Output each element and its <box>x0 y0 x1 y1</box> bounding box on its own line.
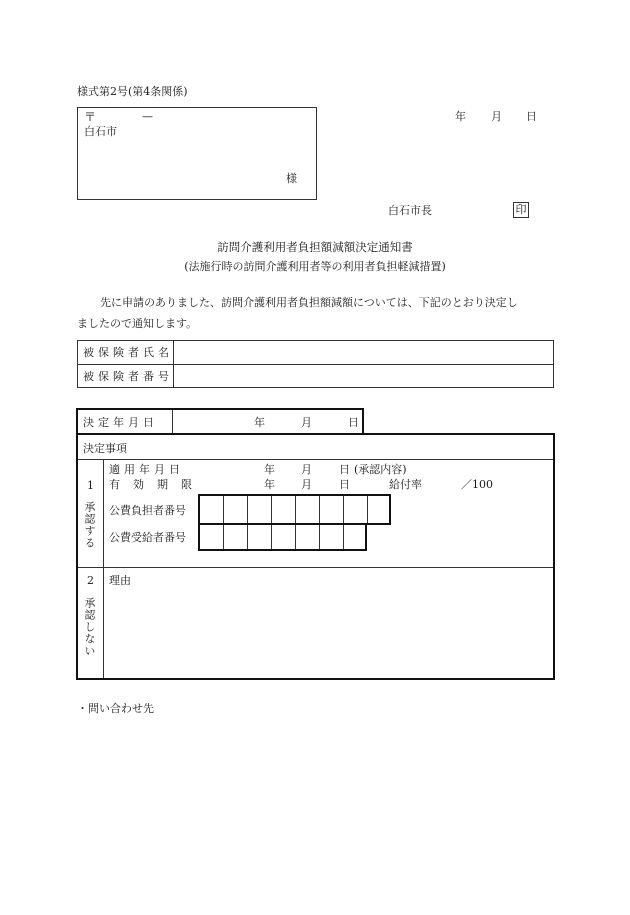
payer-number-grid[interactable] <box>198 494 391 525</box>
addressee-honorific: 様 <box>286 172 297 185</box>
seal-mark: 印 <box>513 202 529 218</box>
date-year: 年 <box>455 110 466 123</box>
benefit-rate-value: ／100 <box>461 478 493 491</box>
applied-month: 月 <box>301 463 312 476</box>
applied-date-label: 適用年月日 <box>109 463 184 476</box>
address-city: 白石市 <box>84 125 117 138</box>
benefit-rate-label: 給付率 <box>389 478 422 491</box>
reject-label: 承認しない <box>83 597 96 657</box>
body-line-1: 先に申請のありました、訪問介護利用者負担額減額については、下記のとおり決定し <box>100 296 518 309</box>
reject-number: 2 <box>87 574 94 587</box>
decision-matters-box <box>76 433 555 680</box>
contact-label: ・問い合わせ先 <box>77 702 154 715</box>
decision-date-label: 決定年月日 <box>83 416 158 429</box>
applied-day: 日 <box>339 463 350 476</box>
decision-date-day: 日 <box>348 416 359 429</box>
approve-label: 承認する <box>83 501 96 549</box>
payer-number-label: 公費負担者番号 <box>109 504 186 517</box>
validity-month: 月 <box>301 478 312 491</box>
decision-date-month: 月 <box>301 416 312 429</box>
validity-label: 有効期限 <box>109 478 205 491</box>
insured-number-label: 被保険者番号 <box>83 370 173 383</box>
form-number: 様式第2号(第4条関係) <box>77 85 188 98</box>
address-box <box>77 107 317 200</box>
decision-date-year: 年 <box>254 416 265 429</box>
decision-items-label: 決定事項 <box>83 442 127 455</box>
document-subtitle: (法施行時の訪問介護利用者等の利用者負担軽減措置) <box>184 260 446 273</box>
recipient-number-grid[interactable] <box>198 523 367 551</box>
postal-dash: — <box>142 110 153 123</box>
reason-label: 理由 <box>109 574 131 587</box>
date-month: 月 <box>491 110 502 123</box>
insured-table <box>77 340 554 388</box>
validity-year: 年 <box>264 478 275 491</box>
issuer-name: 白石市長 <box>388 204 432 217</box>
validity-day: 日 <box>339 478 350 491</box>
approval-content-label: (承認内容) <box>354 463 407 476</box>
insured-name-label: 被保険者氏名 <box>83 346 173 359</box>
recipient-number-label: 公費受給者番号 <box>109 531 186 544</box>
date-day: 日 <box>526 110 537 123</box>
applied-year: 年 <box>264 463 275 476</box>
approve-number: 1 <box>87 479 94 492</box>
postal-mark: 〒 <box>84 110 97 124</box>
decision-date-box <box>76 408 364 435</box>
body-line-2: ましたので通知します。 <box>77 317 198 330</box>
document-title: 訪問介護利用者負担額減額決定通知書 <box>217 240 413 254</box>
